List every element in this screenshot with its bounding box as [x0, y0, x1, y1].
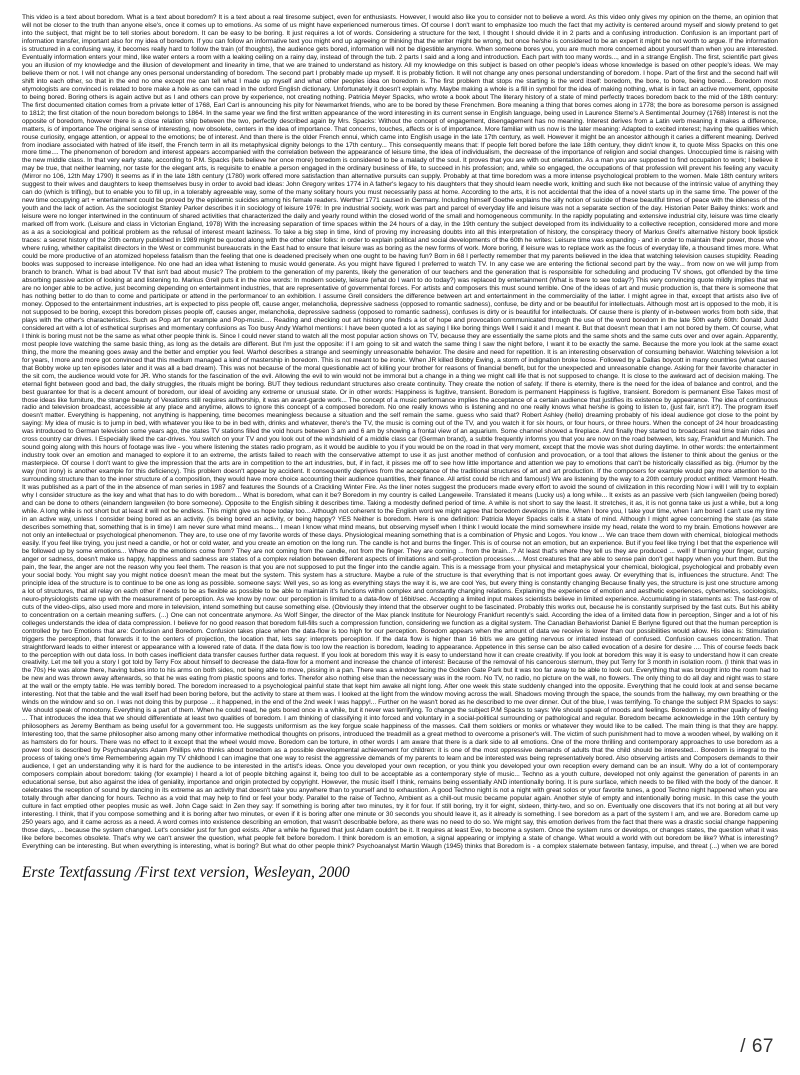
essay-body-text: This video is a text about boredom. What is a text about boredom? It is a text about a real tiresome subject, even for enthusiasts. However, I would also like you to consider not to believe a word. As this video only gives my opinion on the theme, an opinion that will not be closer to the truth than anyone else's, once it comes up to emotions. As some of us might have experienced numerous times. Of course I don't want to emphasize too much the fact that my activity is centered around myself and slowly pretend to get into the subject, that might be to tell stories about boredom. It can be easy to be boring. It just requires a lot of words. Considering a structure for the text, I thought I should divide it in 2 parts and a confusing introduction. Confusion is an important part of information transfer, important also for my idea of boredom. If you can follow an informative text you might end up agreeing or thinking that the writer might be wrong, but once he/she is considered to be an expert it might be not worth to argue. If the information is structured in a confusing way, it becomes really hard to follow the train (of thoughts), the audience gets bored, information will not be digestible anymore. When someone bores you, you are much more concerned about yourself than when you are interested. Eventually information enters your mind, like water enters a room with a leaking ceiling on a rainy day, instead of through the tub. 2 parts I said and a long and introduction. Each part with too many words..., and in a strange English. The first, scientific part gives you an illusion of my knowledge and the illusion of development and linearity in time, that we are trained to understand as history. All my knowledge on this subject is based on other people's ideas whose knowledge is based on other people's ideas. We may believe them or not. I will not change any ones personal understanding of boredom. The second part I probably made up myself. It is probably fiction. It will not change any ones personal understanding of boredom. I hope. Part of the first and the second half will shift into each other, so that in the end no one except me can tell what I made up myself and what other peoples idea on boredom is. The first problem that stops me starting is the word itself: boredom, the bore, to bore, being bored.... Boredom most etymologists are convinced is related to bore make a hole as one can read in the oxford English dictionary. Unfortunately it doesn't explain why. Maybe making a whole is a fill in symbol for the idea of making nothing, what is in fact an active movement, opposite to being bored. Boring others is again active but as I and others can prove by experience, not creating nothing. Patricia Meyer Spacks, who wrote a book about The literary history of a state of mind perfectly traces boredom back to the mid of the 18th century: The first documented citation comes from a private letter of 1768, Earl Carl is announcing his pity for Newmarket friends, who are to be bored by these Frenchmen. Bore meaning a thing that bores comes along in 1778; the bore as boresome person is assigned to 1812; the first citation of the noun boredom belongs to 1864. In the same year we find the first written appearance of the word interesting in its current sense in English language, being used in Laurence Sterne's A Sentimental Journey (1768) Interest is not the opposite of boredom, however there is a close relation ship between the two, perfectly described again by Mrs. Spacks: Without the concept of engagement, disengagement has no meaning. Interest derives from a Latin verb meaning it makes a difference, matters, is of importance The original sense of interesting, now obsolete, centers in the idea of importance. That concerns, touches, affects or is of importance. More familiar with us now is the later meaning: Adapted to excited interest; having the qualities which rouse curiosity, engage attention, or appeal to the emotions; be of interest. And than there is the older French ennui, which came into English usage in the late 17th century, as well. However it might be an ancestor although it caries a different meaning. Derived from inodiare associated with hatred of life itself, the French term in all its metaphysical dignity belongs to the 17th century... This consequently means that: If people felt bored before the late 18th century, they didn't know it, to quote Miss Spacks on this one more time.... The phenomenon of boredom and interest appears accompanied with the correlation between the appearance of leisure time, the idea of individualism, the decrease of the importance of religion and social changes. Unoccupied time is raising with the new middle class. In that very early state, according to P.M. Spacks (lets believe her once more) boredom is considered to be a malady of the soul. It proves that you are with out orientation. As a man you are supposed to find occupation to work; I believe it may be true, that neither learning, nor taste for the elegant arts, is requisite to enable a person engaged in the ordinary business of life, to succeed in his profession; and, while so engaged, the occupations of that profession will prevent his feeling any vacuity (Mirror no 106, 12th May 1790) It seems as if in the late 18th century (1780) work offered more satisfaction than alternative pursuits can supply. Probably at that time boredom was a more intense psychological problem to the women. Male 18th century writers suggest to their wives and daughters to keep themselves busy in order to avoid bad ideas: John Gregory writes 1774 in A father's legacy to his daughters that they should learn needle work, knitting and such like not because of the intrinsic value of anything they can do (which is trifling), but to enable you to fill up, in a tolerably agreeable way, some of the many solitary hours you must necessarily pass at home. According to the arts, it is not accidental that the idea of a novel starts up in the same time. The power of the new time occupying art + entertainment could be proved by the epidemic suicides among his female readers. Werther 1771 caused in Germany. Including himself Goethe explains the silly notion of suicide of these beautiful times of peace with the idleness of the youth and the lack of action. As the sociologist Stanley Parker describes it in sociology of leisure 1976: In pre industrial society, work was part and parcel of everyday life and leisure was not a separate section of the day. Historian Peter Bailey thinks: work and leisure were no longer intertwined in the continuum of shared activities that characterized the daily and yearly round within the closed world of the small and homogeneous community. In the rapidly populating and extensive industrial city, leisure was time clearly marked off from work. (Leisure and class in Victorian England, 1978) With the increasing separation of time spaces within the 24 hours of a day, in the 19th century the subject developed from its individuality to a collective reception, considered more and more as a as a sociological and political problem as the refusal of interest meant laziness. To take a big step in time, kind of proving my increasing doubts into all this interpretation of history, the conspiracy theory of Markus Grell's alternative history book lipstick traces: a secret history of the 20th century published in 1989 might be quoted along with the other older folks: in order to explain political and social developments of the 60th he writes: Leisure time was expanding - and in order to maintain their power, those who where ruling, whether capitalist directors in the West or communist bureaucrats in the East had to ensure that leisure was as boring as the new forms of work. More boring, if leisure was to replace work as the focus of everyday life, a thousand times more. What could be more productive of an atomized hopeless fatalism than the feeling that one is deadened precisely when one ought to be having fun? Born in 68 I perfectly remember that my parents believed in the idea that watching television causes stupidity. Reading books was supposed to increase intelligence. No one had an idea what listening to music would generate. As you might have figured I preferred to watch TV. In any case we are entering the fictional second part by the way... from now on we will jump from branch to branch. What is bad about TV that isn't bad about music? The problem to the generation of my parents, likely the generation of our teachers and the generation that is responsible for scheduling and producing TV shows, got offended by the time absorbing passive action of looking at and listening to. Markus Grell puts it in the nice words: In modern society, leisure (what do I want to do today?) was replaced by entertainment (What is there to see today?) This very convincing quote mildly implies that we are no longer able to be active, just becoming depending on entertainment industries, that are representative of governmental forces. For artists and composers this must sound terrible. One of the ideas of art and music production is, that there is someone that has nothing better to do than to come and participate or attend in the performance/ to an exhibition. I assume Grell considers the difference between art and entertainment in the commerciality of the latter. I might agree in that, except that artists also live of money. Opposed to the entertainment industries, art is expected to piss people off, cause anger, melancholia, depressive sadness (opposed to romantic sadness), confuse, be dirty and or be beautiful for intellectuals. Although most art is opposed to the mob, it is not supposed to be boring, except this boredom pisses people off, causes anger, melancholia, depressive sadness (opposed to romantic sadness), confuses is dirty or is beautiful for intellectuals. Of cause there is plenty of in-between works from both side, that plays with the other's characteristics. Such as Pop art for example and Pop-music.... Reading and checking out art history one finds a lot of hope and provocation communicated through the use of the word boredom in the late 50th early 60th: Donald Judd considered art with a lot of esthetical surprises and momentary confusions as Too busy Andy Warhol mentions: I have been quoted a lot as saying I like boring things Well I said it and I meant it. But that doesn't mean that I am not bored by them. Of course, what I think is boring must not be the same as what other people think is. Since I could never stand to watch all the most popular action shows on TV, because they are essentially the same plots and the same shots and the same cuts over and over again. Apparently, most people love watching the same basic thing, as long as the details are different. But I'm just the opposite: if I am going to sit and watch the same thing I saw the night before, I want it to be exactly the same. Because the more you look at the same exact thing, the more the meaning goes away and the better and emptier you feel. Warhol describes a strange and seemingly unreasonable behavior. The desire and need for repetition. It is an interesting observation of consuming behavior. Watching television a lot for years, I more and more got convinced that this medium managed a kind of mastership in boredom. This is not meant to be ironic. When JR killed Bobby Ewing, a storm of indignation broke loose. Followed by a Dallas boycott in many countries (what caused that Bobby woke up ten episodes later and it was all a bad dream). This was not because of the moral questionable act of killing your brother for reasons of financial benefit, but for the unexpected and unreasonable change. Asking for their favorite character in the sit com, the audience would vote for JR. Who stands for the fascination of the evil. Allowing the evil to win would not be immoral but a change in a thing we might call life that is not supposed to change. It is close to the awkward act of decision making. The eternal fight between good and bad, the daily struggles, the rituals might be boring. BUT they tedious redundant structures also create continuity. They create the notion of safety. If there is eternity, there is the need for the idea of balance and control, and the best guarantee for that is a decent amount of boredom, our ideal of avoiding any extreme or unusual state. Or in other words: Happiness is fugitive, transient. Boredom is permanent Happiness is fugitive, transient. Boredom is permanent Else Takes most of those ideas like furniture, the strange beauty of Vexations still requires authorship, it was an avant-garde work... The concept of a music performance implies the acceptance of a certain audience that justifies its existence by appearance. The idea of continuous radio and television broadcast, accessible at any place and anytime, allows to ignore this concept of a composed boredom. No one really knows who is listening and no one really knows what he/she is going to listen to, (just fair, isn't it?). The program itself doesn't matter. Everything is happening, not anything is happening, time becomes meaningless because a situation and the self remain the same. guess who said that? Robert Ashley (hello) dreaming probably of his ideal audience got close to the point by saying: My idea of music is to jump in bed, with whatever you like to be in bed with, drinks and whatever, there's the TV, the music is coming out of the TV, and you watch it for six hours, or four hours, or three hours. When the concept of 24 hour broadcasting was introduced to German television some years ago, the states TV stations filled the void hours between 3 am and 6 am by showing a frontal view of an aquarium. Some channel showed a fireplace. And finally they started to broadcast real time train rides and cross country car drives. I Especially liked the car-drives. You switch on your TV and you look out of the windshield of a middle class car (German brand), a subtle frequently informs you that you are now on the road between, lets say, Frankfurt and Munich. The sound going along with this hours of footage was live - you where listening the states radio program, as it would be audible to you if you would be on the road in that very moment, except that the movie was shot during daytime. In other words: the entertainment industry took over an emotion and managed to explore it to an extreme, the artists failed to reach with the conservative attempt to use it as just another method of confusion and provocation, or a tool that allows the listener to think about the genius or the masterpiece. Of course I don't want to give the impression that the arts are in competition to the art industries, but, if in fact, it pisses me off to see how little importance and attention we pay to emotions that can't be historically classified as big. (Humor by the way (not irony) is another example for this deficiency). This problem doesn't appear by accident. It consequently deprives from the acceptance of the traditional structures of art and art production. If the composers for example would pay more attention to the surrounding structure than to the inner structure of a composition, they would have more choice accounting their audience quantities, their finance. All artist could be rich and famous!) We are listening by the way to a 20th century product entitled: Vermont Heath. It was published as a part of the in the absence of man series in 1987 and features the Sounds of a Crackling Winter Fire. As the liner notes suggest the producers made every effort to avoid the sound of civilization in this recording Now i will I will try to explain why I consider structure as the key and what that has to do with boredom... What is boredom, what can it be? Boredom in my country is called Langeweile. Translated it means (Lucky us) a long while... It exists as an passive verb (sich langweilen (being bored) and can be done to others (einandern langweilen (to bore someone). Opposite to the English sibling it describes time. Taking a modestly defined period of time. A while is not short to say the least. It stretches, it as, it is not gonna take us just a while, but a long while. A long while is not short but at least it will not be endless. This might give us hope today too... Although not coherent to the English word we might agree that boredom develops in time. When I bore you, I take your time, when I am bored I can't use my time in an active way, unless I consider being bored as an activity. (is being bored an activity, or being happy? YES Neither is boredom. Here is one definition: Patricia Meyer Spacks calls it a state of mind. Although I might agree concerning the state (as state describes something that, something that is in time) I am never sure what mind means... I mean I know what mind means, but observing myself when I think I would locate the mind somewhere inside my head, relate the word to my brain. Emotions however are not only an intellectual or psychological phenomenon. They are, to use one of my favorite words of these days. Physiological meaning something that is a combination of Physic and Logos. You know ... We can trace them down with chemical, biological methods easily. If you feel like trying, you just need a candle, or hot or cold water, and you create an emotion on the long run. The candle is hot and burns the finger. This is of course not an emotion, but an experience. But if you feel like trying I bet that the experience will be followed up by some emotions... Where do the emotions come from? They are not coming from the candle, not from the finger. They are coming ... from the brain...? At least that's where they tell us they are produced ... well! If burning your finger, cursing anger or sadness, doesn't make us happy, happiness and sadness are states of a complex relation between different aspects of limitations and self-protection processes.... Most creatures that are able to sense pain don't get happy when you hurt them. But the pain, the fear, the anger are not the reason why you feel them. The reason is that you are not supposed to put the finger into the candle again. This is a message from your physical and metaphysical your chemical, biological, psychological and probably even your social body. You might say you might notice doesn't mean the meat but the system. This system has a structure. Maybe a rule of the structure is that everything that is not important goes away. Or everything that is, influences the structure. And: The principle idea of the structure is to continue to be one as long as possible. someone says: Well yes, so as long as everything stays the way it is, we are cool Yes, but every thing is constantly changing Because finally yes, the structure is just one structure among a lot of structures, that all relay on each other if needs to be as flexible as possible to be able to maintain it's functions within complex and constantly changing relations. Explaining the experience of emotion and aesthetic experiences, cybernetics, sociologists, neuro-physiologists came up with the measurement of perception. As we know by now: our perception is limited to a data-flow of 16bit/sec. Accepting a limited input makes scientists believe in limited experience. Accumulating in statements as: The fast-row of cuts of the video-clips, also used more and more in television, intend something but cause something else. (Obviously they intend that the observer ought to be fascinated. Probably this works out, because he is constantly surprised by the fast cuts. But his ability to concentration on a certain meaning suffers. (...) One can not concentrate anymore. As Wolf Singer, the director of the Max planck Institute for Neurology Frankfurt recently's said. According the idea of a limited data flow in perception, Singer and a lot of his colleges understands the idea of data compression. I believe for no good reason that boredom full-fills such a compression function, considering we function as a digital system. The Canadian Behaviorist Daniel E Berlyne figured out that the human perception is controlled by two Emotions that are: Confusion and Boredom. Confusion takes place when the data-flow is too high for our perception. Boredom appears when the amount of data we receive is lower than our possibilities would allow. His idea is: Stimulation triggers the perception, that forwards it to the centers of projection, the location that, lets say: interprets perception. If the data flow is higher than 16 bit/s we are getting nervous or irritated instead of confused. Confusion causes concentration. That straightforward leads to either interest or appearance with a lowered rate of data. If the data flow is too low the reaction is boredom, leading to appearance. Appetence in this sense can be also called evocation of a desire for desire .... This of course feeds back to the perception with out data loss. In both cases inefficient data transfer causes further data request. If you look at boredom this way it is easy to understand how it can create creativity. If you look at boredom this way it is easy to understand how it can create creativity. Let me tell you a story I got told by Terry Fox about himself to decrease the data-flow for a moment and increase the chance of interest: Because of the removal of his cancerous sternum, they put Terry for 3 month in isolation room. (I think that was in the 70s) He was alone there, having tubes into to his arms on both sides, not being able to move, pissing in a pan. There was a window facing the Golden Gate Park but it was too far away to be able to look out. Everything that was brought into the room had to be new and was thrown away afterwards, so that he was eating from plastic spoons and forks. Therefor also nothing else than the necessary was in the room. No TV, no radio, no picture on the wall, no flowers. The only thing to do all day and night was to stare at the wall or the empty table. He was terribly bored. The boredom increased to a psychological painful state that kept him awake all night long. After one week this state suddenly changed into the opposite. Everything that he could look at and sense became interesting. Not that the table and the wall itself had been boring before, but the activity to stare at them was. I looked at the light from the window moving across the wall. Shadows moving through the space, the sounds from the hallway, my own breathing or the winds on the window and so on. I was not doing this by purpose ... it happened, in the end of the 2nd week I was happy!... Further on he wasn't bored as he described to me over dinner. Out of the blue, I was terrifying. To change the subject P.M Spacks to says: We should speak of monotony. Everything is a part of them. When he could read, he gets bored once in a while, but it never was terrifying. To change the subject P.M Spacks to says: We should speak of moods and feelings. Boredom is another quality of feeling ... That introduces the idea that we should differentiate at least two qualities of boredom. I am thinking of classifying it into forced and voluntary in a social-political surrounding or pathological and regular. Boredom became acknowledge in the 19th century by philosophers as Jeremy Bentham as being useful for a government too. He suggests uniformism as the key forgue scale happiness of the masses. Call them soldiers or monks or whatever they would like to be called. The main thing is that they are happy. Interesting too, that the same philosopher also among many other informative methodical thoughts on prisons, introduced the treadmill as a great method to overcome a prisoner's will. The victim of such punishment had to move a wooden wheel, by walking on it as hamsters do for hours. There was no effect to it except that the wheel would move. Boredom can be torture, in other words I am aware that there is a dark side to all emotions. One of the more thrilling and contemporary approaches to use boredom as a power tool is described by Psychoanalysts Adam Phillips who thinks about boredom as a possible developmental achievement for children: it is one of the most oppressive demands of adults that the child should be interested... Boredom is integral to the process of taking one's time Remembering again my TV childhood I can imagine that one way to resist the aggressive demands of my parents to learn and be interested was being representatively bored. Also observing artists and Composers demands to their audience, I get an understanding why it is hard for the audience to be interested in the artist's ideas. Once you developed your own reception, or you think you developed your own reception every demand can be an insult. Why do a lot of contemporary composers complain about boredom: taking (for example) I heard a lot of people bitching against it, being too dull to be acceptable as a contemporary style of music... Techno as a youth culture, developed not only against the generation of parents in an educational sense, but also against the idea of geniality, importance and origin protected by copyright. However, the music itself I think, remains being essentially AND intentionally boring. It is pure surface, which needs to be filled with the body of the dancer. It celebrates the reception of sound by dancing in its extreme as an activity that doesn't take you anywhere than to yourself and to exhaustion. A good Techno night is not a night with great solos or your favorite tunes, a good Techno night happened when you are totally through after dancing for hours. Techno as a void that may help to find or feel your body. Parallel to the raise of Techno, Ambient as a chill-out music became popular again. Another style of empty and intentionally boring music. In this case the youth culture in fact emptied other peoples music as well. John Cage said: In Zen they say: If something is boring after two minutes, try it for four. If still boring, try it for eight, sixteen, thirty-two, and so on. Eventually one discovers that it's not boring at all but very interesting. I think, that if you compose something and it is boring after two minutes, or even if it is boring after one minute or 30 seconds you should leave it, as it already is something. I see boredom as a part of the system I am, and we are. Boredom came up 250 years ago, and it came across as a need. A word comes into existence describing an emotion, that wasn't describable before, as there was no need to do so. We might say, this emotion derives from the fact that there was a drastic social change happening those days, ... because the system changed. Let's consider just for fun god exists. After a while he figured that just Adam couldn't be it. It requires at least Eve, to become a system. Once the system runs or develops, or changes states, the question what it was like before becomes obsolete. That's why we can't answer the question, what people felt before boredom. I think boredom is an emotion, a signal appearing or implying a state of change. What would a world with out boredom be like? What is interesting? Everything can be interesting. But when everything is interesting, what is boring? But what do other people think? Psychoanalyst Martin Waugh (1945) thinks that Boredom is - a complex stalemate between fantasy, impulse, and threat (...) when we are bored	[22, 14, 778, 850]
page-number: / 67	[740, 1036, 774, 1057]
version-caption: Erste Textfassung /First text version, Wesleyan, 2000	[22, 864, 350, 881]
document-page	[22, 14, 778, 1014]
